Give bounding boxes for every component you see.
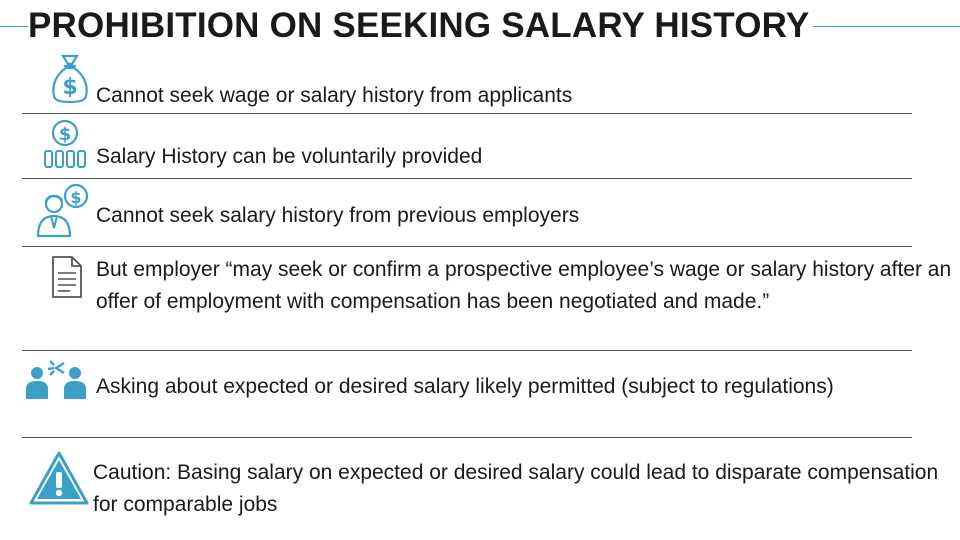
money-bag-icon xyxy=(50,52,90,104)
divider xyxy=(22,246,912,247)
divider xyxy=(22,350,912,351)
document-icon xyxy=(50,255,84,299)
svg-text:$: $ xyxy=(70,188,82,207)
page-title: PROHIBITION ON SEEKING SALARY HISTORY xyxy=(28,6,813,46)
svg-text:$: $ xyxy=(62,75,78,100)
coin-stacks-icon xyxy=(42,118,88,170)
item-text-3: Cannot seek salary history from previous employers xyxy=(96,204,580,227)
divider xyxy=(22,178,912,179)
employee-salary-icon xyxy=(34,182,90,240)
divider xyxy=(22,113,912,114)
divider xyxy=(22,437,912,438)
conversation-people-icon xyxy=(24,355,88,401)
item-text-2: Salary History can be voluntarily provided xyxy=(96,145,483,168)
item-text-5: Asking about expected or desired salary likely permitted (subject to regulations) xyxy=(96,375,834,398)
warning-triangle-icon xyxy=(28,450,90,508)
item-text-6: Caution: Basing salary on expected or desired salary could lead to disparate compensation for comparable jobs xyxy=(93,461,939,516)
item-text-4: But employer “may seek or confirm a prospective employee’s wage or salary history after an offer of employment with compensation has been negotiated and made.” xyxy=(96,258,952,313)
item-text-1: Cannot seek wage or salary history from applicants xyxy=(96,84,573,107)
svg-text:$: $ xyxy=(58,124,72,145)
